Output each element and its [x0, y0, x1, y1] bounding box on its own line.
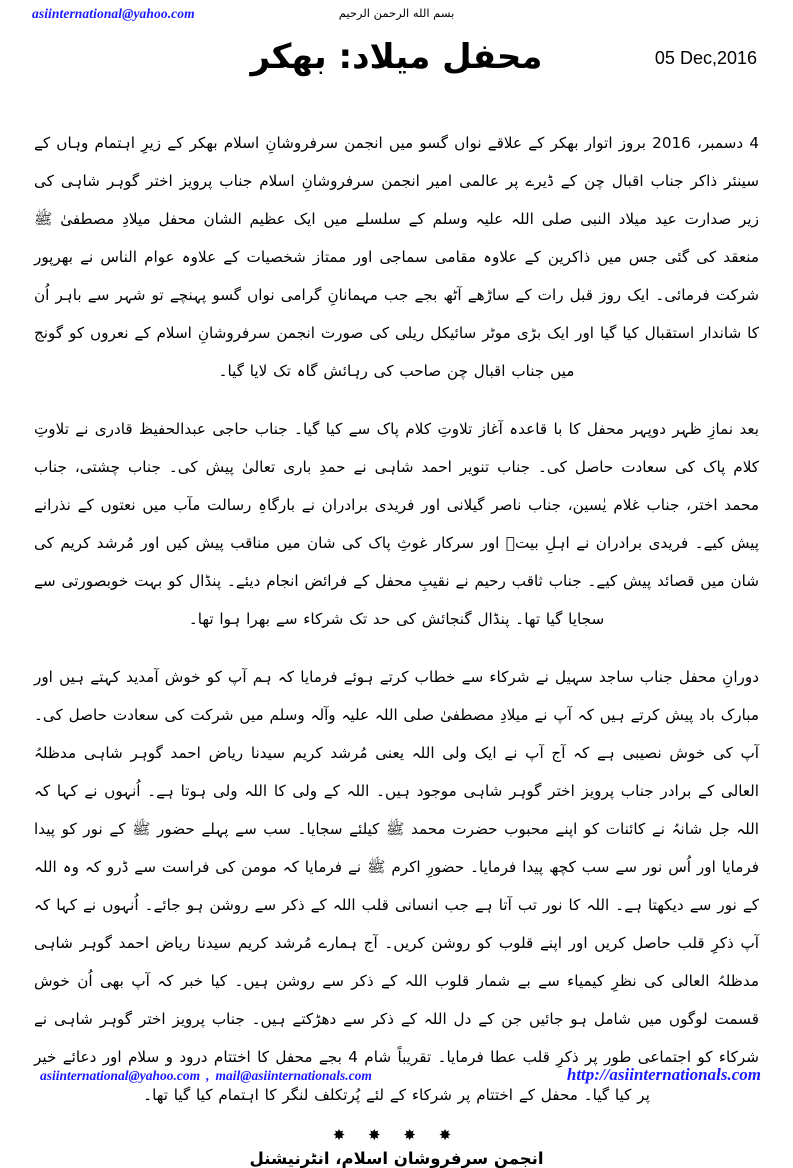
- page-header: [0, 0, 793, 34]
- footer-separator: ,: [206, 1068, 210, 1083]
- page-title: محفل میلاد: بھکر: [250, 37, 543, 77]
- title-block: [0, 34, 793, 98]
- article-body: [0, 98, 793, 1114]
- body-paragraph: دورانِ محفل جناب ساجد سہیل نے شرکاء سے خطاب کرتے ہوئے فرمایا کہ ہم آپ کو خوش آمدید کہتے ہیں اور مبارک باد پیش کرتے ہیں کہ آپ نے میلادِ مصطفیٰ صلی اللہ علیہ وآلہ وسلم میں شرکت کی سعادت حاصل کی۔ آپ کی خوش نصیبی ہے کہ آج آپ نے ایک ولی اللہ یعنی مُرشد کریم سیدنا ریاض احمد گوہر شاہی مدظلہُ العالی کے برادر جناب پرویز اختر گوہر شاہی موجود ہیں۔ اللہ کے ولی کا اللہ ولی ہوتا ہے۔ اُنہوں نے کہا کہ اللہ جل شانہُ نے کائنات کو اپنے محبوب حضرت محمد ﷺ کیلئے سجایا۔ سب سے پہلے حضور ﷺ کے نور کو پیدا فرمایا اور اُس نور سے سب کچھ پیدا فرمایا۔ حضورِ اکرم ﷺ نے فرمایا کہ مومن کی فراست سے ڈرو کہ وہ اللہ کے نور سے دیکھتا ہے۔ اللہ کا نور تب آتا ہے جب انسانی قلب اللہ کے ذکر سے روشن ہو جائے۔ اُنہوں نے کہا کہ آپ ذکرِ قلب حاصل کریں اور اپنے قلوب کو روشن کریں۔ آج ہمارے مُرشد کریم سیدنا ریاض احمد گوہر شاہی مدظلہُ العالی کی نظرِ کیمیاء سے بے شمار قلوب اللہ کے ذکر سے روشن ہیں۔ کیا خبر کہ آپ بھی اُن خوش قسمت لوگوں میں شامل ہو جائیں جن کے دل اللہ کے ذکر سے دھڑکتے ہیں۔ جناب پرویز اختر گوہر شاہی نے شرکاء کو اجتماعی طور پر ذکرِ قلب عطا فرمایا۔ تقریباً شام 4 بجے محفل کا اختتام درود و سلام اور دعائے خیر پر کیا گیا۔ محفل کے اختتام پر شرکاء کے لئے پُرتکلف لنگر کا اہتمام کیا گیا تھا۔: [34, 668, 760, 1104]
- footer-email-secondary[interactable]: mail@asiinternationals.com: [215, 1068, 372, 1083]
- body-paragraph: 4 دسمبر، 2016 بروز اتوار بھکر کے علاقے نواں گسو میں انجمن سرفروشانِ اسلام بھکر کے زیرِ اہتمام وہاں کے سینئر ذاکر جناب اقبال چن کے ڈیرے پر عالمی امیر انجمن سرفروشانِ اسلام جناب پرویز اختر گوہر شاہی کی زیر صدارت عید میلاد النبی صلی اللہ علیہ وسلم کے سلسلے میں ایک عظیم الشان محفل میلادِ مصطفیٰ ﷺ منعقد کی گئی جس میں ذاکرین کے علاوہ مقامی سماجی اور ممتاز شخصیات کے علاوہ عوام الناس نے بھرپور شرکت فرمائی۔ ایک روز قبل رات کے ساڑھے آٹھ بجے جب مہمانانِ گرامی نواں گسو پہنچے تو شہر سے باہر اُن کا شاندار استقبال کیا گیا اور ایک بڑی موٹر سائیکل ریلی کی صورت انجمن سرفروشانِ اسلام کے نعروں کو گونج میں جناب اقبال چن صاحب کی رہائش گاہ تک لایا گیا۔: [34, 134, 759, 380]
- star-ornament-divider: ✸ ✸ ✸ ✸: [332, 1126, 461, 1144]
- organization-signature: انجمن سرفروشان اسلام، انٹرنیشنل: [249, 1149, 544, 1168]
- footer-email-group: [40, 1068, 372, 1084]
- bismillah-text: بسم الله الرحمن الرحيم: [338, 6, 455, 20]
- body-paragraph: بعد نمازِ ظہر دوپہر محفل کا با قاعدہ آغاز تلاوتِ کلام پاک سے کیا گیا۔ جناب حاجی عبدالحفیظ قادری نے تلاوتِ کلام پاک کی سعادت حاصل کی۔ جناب تنویر احمد شاہی نے حمدِ باری تعالیٰ پیش کی۔ جناب چشتی، جناب محمد اختر، جناب غلام یٰسین، جناب ناصر گیلانی اور فریدی برادران نے بارگاہِ رسالت مآب میں نعتوں کے نذرانے پیش کیے۔ فریدی برادران نے اہلِ بیتؓ اور سرکار غوثِ پاک کی شان میں مناقب پیش کیں اور مُرشد کریم کی شان میں قصائد پیش کیے۔ جناب ثاقب رحیم نے نقیبِ محفل کے فرائض انجام دیئے۔ پنڈال کو بہت خوبصورتی سے سجایا گیا تھا۔ پنڈال گنجائش کی حد تک شرکاء سے بھرا ہوا تھا۔: [34, 420, 759, 628]
- document-date: 05 Dec,2016: [654, 48, 757, 68]
- footer-email-primary[interactable]: asiinternational@yahoo.com: [40, 1068, 201, 1083]
- header-email-link[interactable]: asiinternational@yahoo.com: [32, 6, 195, 21]
- footer-website-link[interactable]: http://asiinternationals.com: [566, 1065, 761, 1084]
- page-footer: [0, 1065, 793, 1094]
